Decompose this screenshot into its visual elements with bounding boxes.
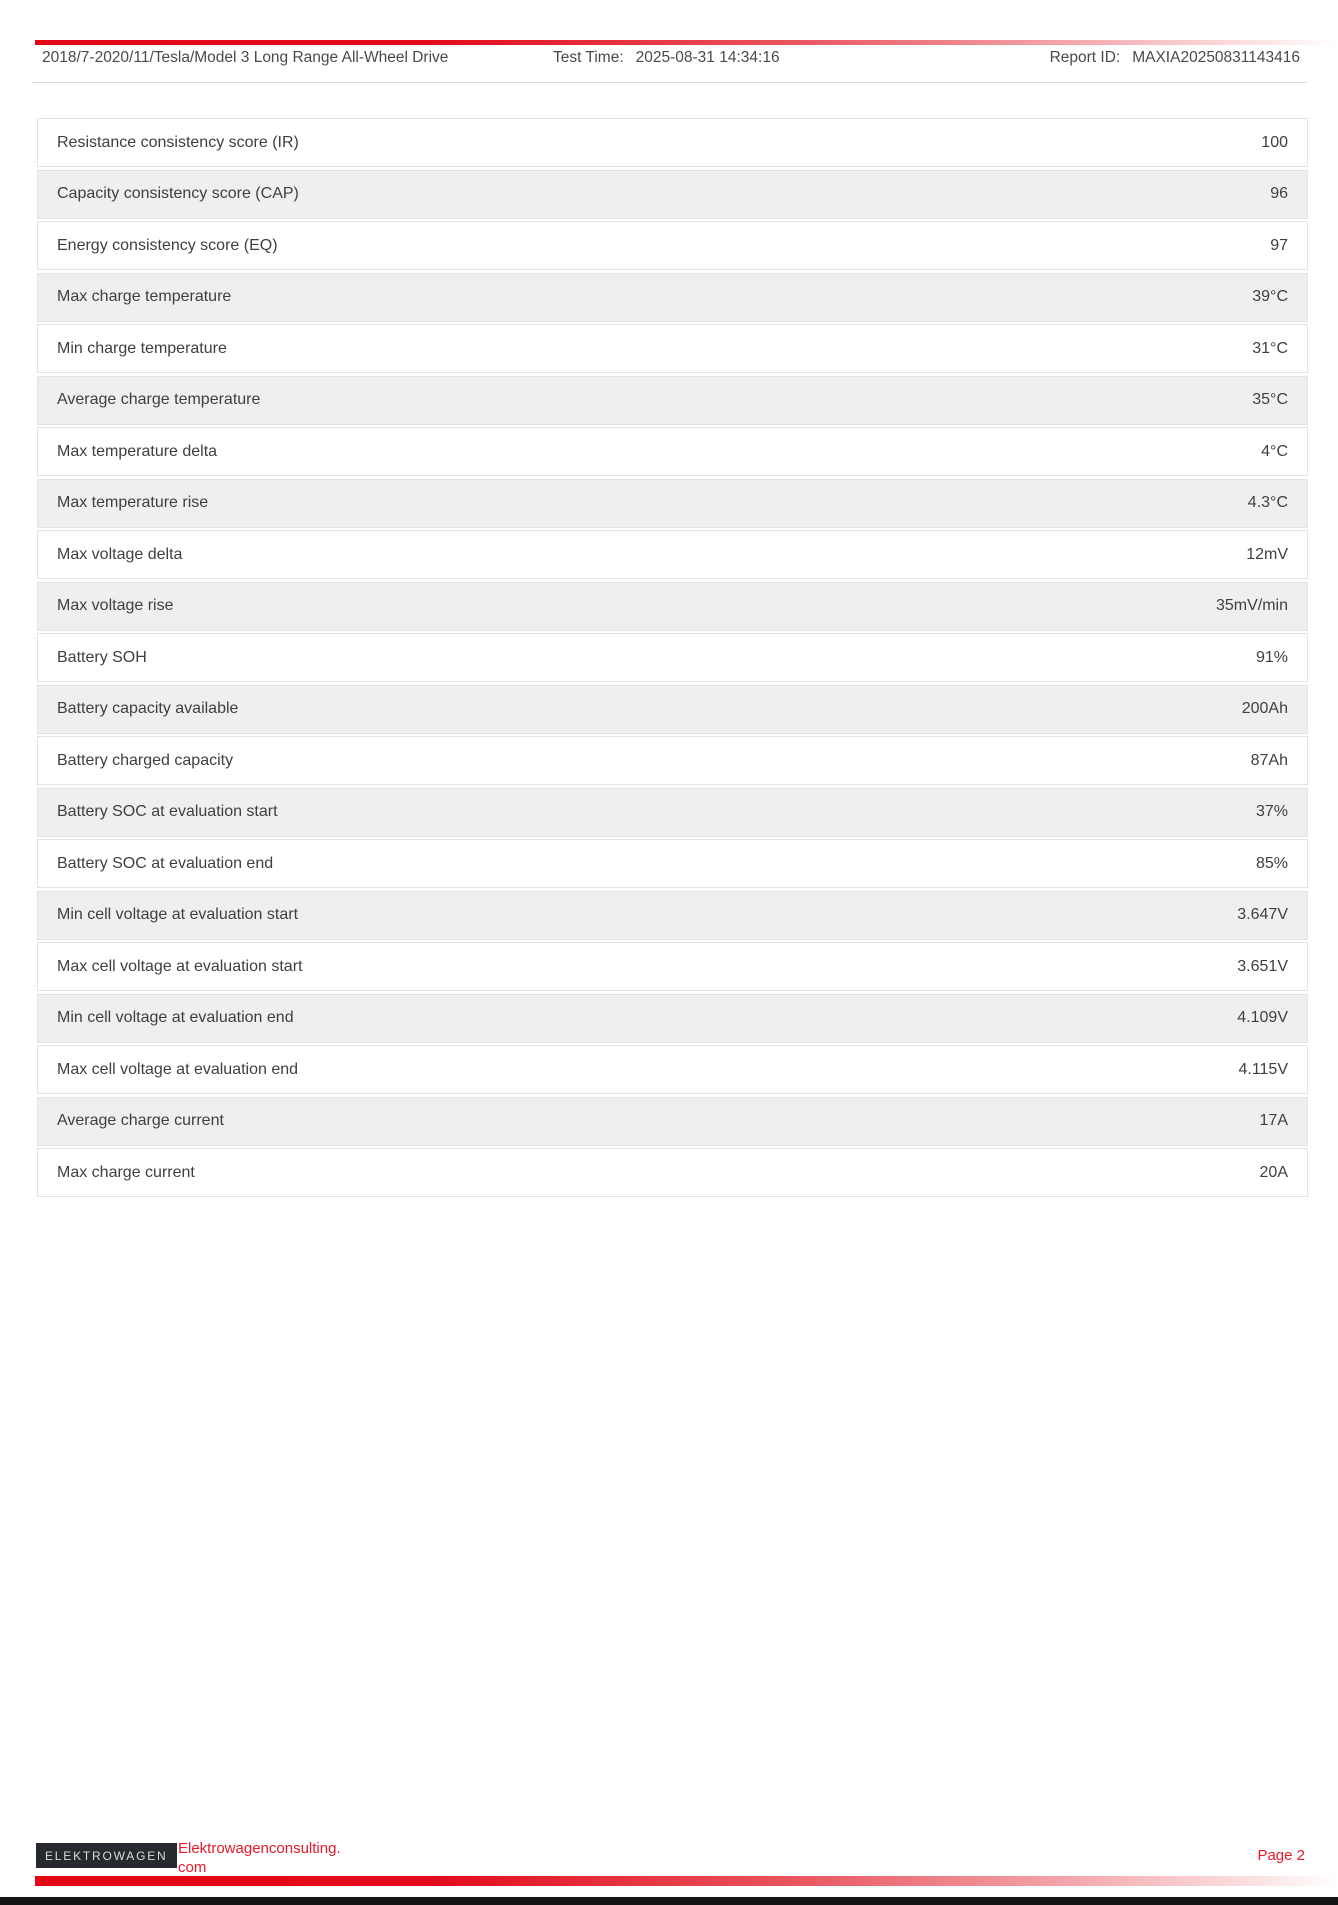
- row-label: Min charge temperature: [57, 339, 227, 357]
- row-label: Resistance consistency score (IR): [57, 133, 299, 151]
- table-row: [37, 891, 1308, 940]
- table-row: [37, 994, 1308, 1043]
- table-row: [37, 170, 1308, 219]
- row-value: 4.109V: [1237, 1009, 1288, 1026]
- table-row: [37, 479, 1308, 528]
- row-value: 35mV/min: [1215, 597, 1288, 614]
- table-row: [37, 1097, 1308, 1146]
- row-value: 17A: [1259, 1112, 1288, 1129]
- table-row: [37, 788, 1308, 837]
- report-id-label: Report ID:: [1049, 49, 1121, 66]
- table-row: [37, 221, 1308, 270]
- top-accent-bar: [35, 40, 1338, 45]
- row-value: 85%: [1255, 854, 1288, 872]
- row-value: 35°C: [1252, 391, 1288, 408]
- table-row: [37, 376, 1308, 425]
- row-value: 3.651V: [1237, 957, 1288, 975]
- table-row: [37, 839, 1308, 888]
- row-label: Average charge temperature: [57, 391, 261, 408]
- row-value: 3.647V: [1237, 906, 1288, 923]
- row-value: 4.3°C: [1247, 494, 1288, 511]
- table-row: [37, 736, 1308, 785]
- test-time-value: 2025-08-31 14:34:16: [635, 49, 780, 66]
- row-value: 20A: [1259, 1163, 1288, 1181]
- brand-logo-badge: ELEKTROWAGEN: [36, 1843, 177, 1868]
- row-value: 200Ah: [1241, 700, 1288, 717]
- row-value: 97: [1270, 236, 1288, 254]
- row-label: Battery charged capacity: [57, 751, 234, 769]
- row-value: 91%: [1255, 648, 1288, 666]
- table-row: [37, 1045, 1308, 1094]
- row-label: Average charge current: [57, 1112, 224, 1129]
- table-row: [37, 118, 1308, 167]
- row-label: Max voltage delta: [57, 545, 183, 563]
- row-value: 87Ah: [1250, 751, 1288, 769]
- table-row: [37, 427, 1308, 476]
- row-value: 100: [1261, 133, 1288, 151]
- row-label: Max charge temperature: [57, 288, 232, 305]
- row-label: Max cell voltage at evaluation end: [57, 1060, 299, 1078]
- page-number: Page 2: [1257, 1847, 1305, 1864]
- row-label: Max temperature rise: [57, 494, 209, 511]
- bottom-black-strip: [0, 1897, 1338, 1905]
- test-time: [553, 49, 780, 67]
- website-line1: Elektrowagenconsulting.: [178, 1840, 341, 1857]
- header-divider: [32, 82, 1307, 83]
- report-header: [42, 49, 1300, 69]
- row-label: Max cell voltage at evaluation start: [57, 957, 303, 975]
- row-label: Max voltage rise: [57, 597, 174, 614]
- row-label: Battery SOC at evaluation start: [57, 803, 278, 820]
- row-label: Max charge current: [57, 1163, 195, 1181]
- results-table: [37, 118, 1308, 1200]
- row-label: Capacity consistency score (CAP): [57, 185, 299, 202]
- row-value: 4°C: [1261, 442, 1288, 460]
- row-value: 31°C: [1252, 339, 1288, 357]
- row-label: Battery SOC at evaluation end: [57, 854, 274, 872]
- report-id: [1050, 49, 1300, 67]
- row-value: 39°C: [1252, 288, 1288, 305]
- table-row: [37, 633, 1308, 682]
- row-label: Max temperature delta: [57, 442, 218, 460]
- table-row: [37, 942, 1308, 991]
- website-link[interactable]: [178, 1839, 341, 1877]
- table-row: [37, 324, 1308, 373]
- table-row: [37, 685, 1308, 734]
- table-row: [37, 530, 1308, 579]
- row-label: Min cell voltage at evaluation end: [57, 1009, 294, 1026]
- table-row: [37, 273, 1308, 322]
- table-row: [37, 1148, 1308, 1197]
- test-time-label: Test Time:: [553, 49, 624, 66]
- vehicle-title: 2018/7-2020/11/Tesla/Model 3 Long Range All-Wheel Drive: [42, 49, 449, 66]
- row-value: 4.115V: [1238, 1060, 1288, 1078]
- row-label: Energy consistency score (EQ): [57, 236, 278, 254]
- row-label: Battery capacity available: [57, 700, 239, 717]
- row-label: Battery SOH: [57, 648, 147, 666]
- row-value: 96: [1270, 185, 1288, 202]
- row-label: Min cell voltage at evaluation start: [57, 906, 299, 923]
- website-line2: com: [178, 1859, 207, 1876]
- table-row: [37, 582, 1308, 631]
- report-id-value: MAXIA20250831143416: [1132, 49, 1300, 66]
- footer-accent-bar: [35, 1876, 1338, 1886]
- row-value: 12mV: [1246, 545, 1288, 563]
- row-value: 37%: [1255, 803, 1288, 820]
